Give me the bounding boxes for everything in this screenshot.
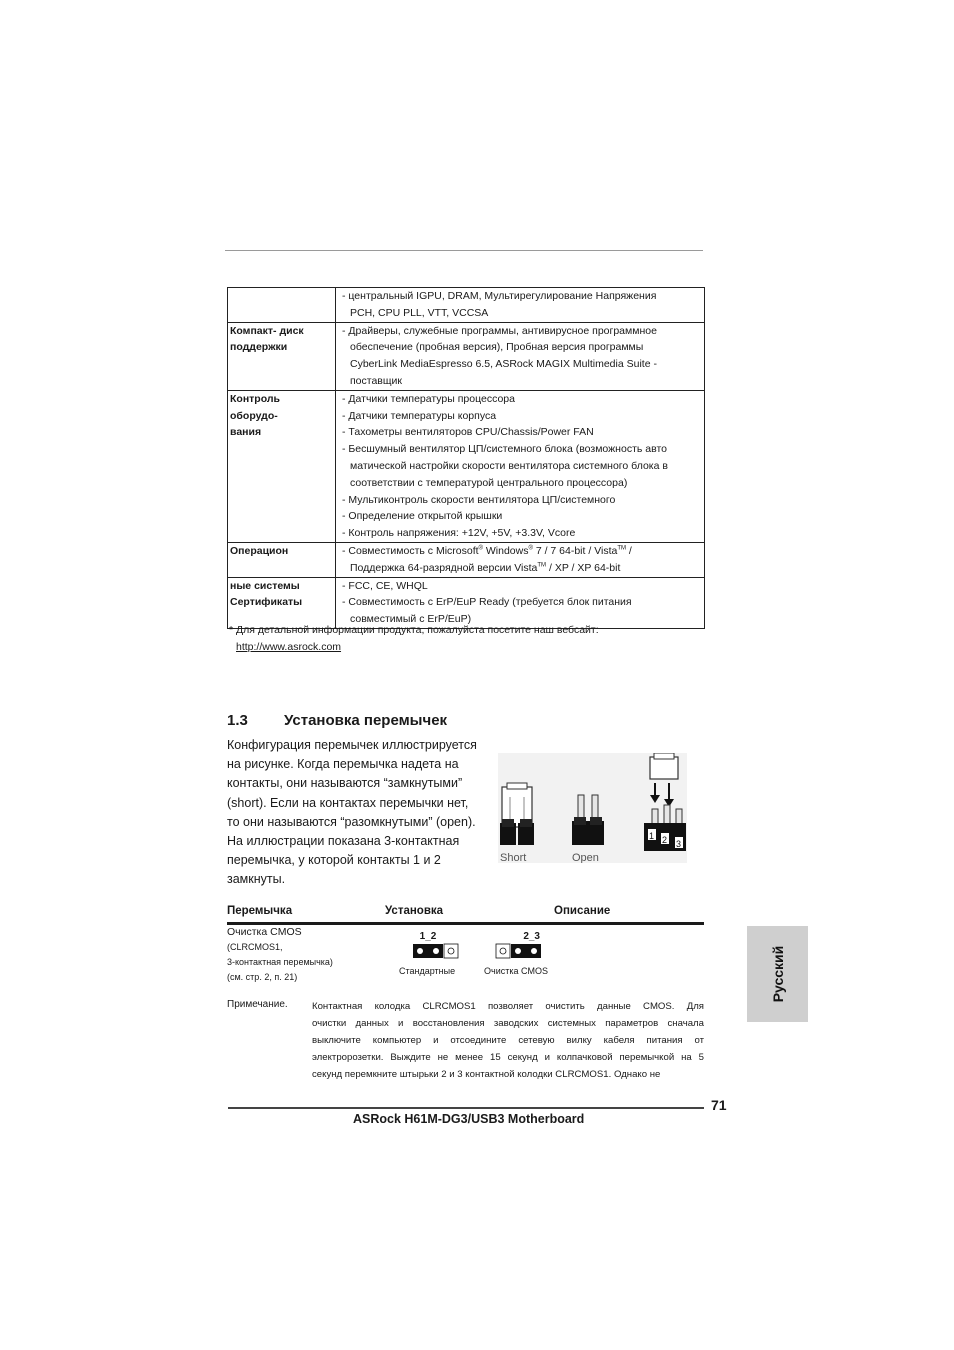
spec-line: - Совместимость с Microsoft® Windows® 7 / 7 64-bit / Vista™ / — [342, 544, 632, 557]
label-line: ные системы — [230, 579, 300, 592]
clear-cmos-description: Очистка CMOS (CLRCMOS1, 3-контактная перемычка) (см. стр. 2, п. 21) — [227, 926, 333, 982]
table-row — [228, 322, 705, 390]
spec-line: PCH, CPU PLL, VTT, VCCSA — [350, 306, 489, 319]
column-header-setting: Установка — [385, 905, 444, 917]
table-row — [228, 288, 705, 323]
footer-title: ASRock H61M-DG3/USB3 Motherboard — [353, 1112, 585, 1126]
spec-line: - Драйверы, служебные программы, антивирусное программное — [342, 324, 657, 337]
row-label — [228, 577, 336, 628]
spec-line: CyberLink MediaEspresso 6.5, ASRock MAGIX Multimedia Suite - — [350, 358, 657, 371]
column-header-jumper: Перемычка — [227, 905, 293, 917]
header-rule — [225, 250, 703, 251]
row-label — [228, 390, 336, 542]
pin-number: 3 — [676, 839, 682, 849]
table-row — [228, 390, 705, 542]
setting-clear-cmos — [494, 931, 554, 960]
label-line: оборудо- — [230, 409, 278, 422]
website-link[interactable]: http://www.asrock.com — [236, 641, 342, 653]
pin-1-2-icon — [401, 942, 461, 960]
row-value — [336, 322, 705, 390]
spec-line: обеспечение (пробная версия), Пробная версия программы — [350, 341, 644, 354]
label-line: Сертификаты — [230, 596, 303, 609]
label-line: поддержки — [230, 341, 288, 354]
setting-clear-cmos-caption: Очистка CMOS — [484, 966, 548, 976]
spec-line: Поддержка 64-разрядной версии Vista™ / XP / XP 64-bit — [350, 561, 621, 574]
spec-line: соответствии с температурой центрального процессора) — [350, 476, 628, 489]
setting-pins-label: 2_3 — [523, 931, 540, 942]
pin-number: 1 — [649, 831, 655, 841]
pin-number: 2 — [662, 835, 668, 845]
jumper-name: Очистка CMOS — [227, 926, 302, 938]
spec-line: - Мультиконтроль скорости вентилятора ЦП/системного — [342, 493, 616, 506]
intro-paragraph: Конфигурация перемычек иллюстрируется на рисунке. Когда перемычка надета на контакты, они называются “замкнутыми” (short). Если на контактах перемычки нет, то они называются “разомкнутыми” (open). На иллюстрации показана 3-контактная перемычка, у которой контакты 1 и 2 замкнуты. — [227, 738, 477, 887]
section-title: Установка перемычек — [284, 712, 448, 729]
row-value — [336, 288, 705, 323]
setting-default — [401, 931, 461, 960]
jumper-diagram — [498, 753, 687, 863]
spec-line: - Бесшумный вентилятор ЦП/системного блока (возможность авто — [342, 443, 667, 456]
footer-rule — [228, 1107, 704, 1109]
page-number: 71 — [711, 1097, 727, 1113]
short-jumper-figure — [500, 783, 534, 845]
row-value — [336, 542, 705, 577]
spec-line: - Датчики температуры процессора — [342, 392, 515, 405]
spec-line: - Определение открытой крышки — [342, 510, 503, 523]
table-row — [228, 542, 705, 577]
label-line: Операцион — [230, 544, 289, 557]
row-label — [228, 288, 336, 323]
setting-pins-label: 1_2 — [419, 931, 437, 942]
spec-line: - Тахометры вентиляторов CPU/Chassis/Power FAN — [342, 426, 594, 439]
spec-line: совместимый с ErP/EuP) — [350, 613, 472, 626]
three-pin-figure — [644, 753, 686, 851]
spec-line: матической настройки скорости вентилятора системного блока в — [350, 459, 668, 472]
spec-line: - центральный IGPU, DRAM, Мультирегулирование Напряжения — [342, 290, 657, 302]
spec-line: - FCC, CE, WHQL — [342, 579, 428, 592]
jumper-illustration — [498, 753, 687, 863]
short-label: Short — [500, 852, 527, 863]
row-label — [228, 322, 336, 390]
language-tab-label: Русский — [769, 945, 786, 1003]
label-line: вания — [230, 426, 262, 439]
row-label — [228, 542, 336, 577]
row-value — [336, 577, 705, 628]
spec-line: - Контроль напряжения: +12V, +5V, +3.3V, Vcore — [342, 527, 576, 540]
language-tab — [747, 926, 808, 1022]
open-jumper-figure — [572, 795, 604, 845]
footnote-text: * Для детальной информации продукта, пожалуйста посетите наш вебсайт: — [229, 624, 599, 636]
open-label: Open — [572, 852, 599, 863]
label-line: Компакт- диск — [230, 324, 304, 337]
pin-2-3-icon — [494, 942, 554, 960]
note-text: Контактная колодка CLRCMOS1 позволяет очистить данные CMOS. Для очистки данных и восстановления заводских системных параметров сначала выключите компьютер и отсоедините сетевую вилку кабеля питания от электророзетки. Выждите не менее 15 секунд и колпачковой перемычкой на 5 секунд перемкните штырьки 2 и 3 контактной колодки CLRCMOS1. Однако не — [312, 1001, 704, 1080]
spec-line: поставщик — [350, 374, 402, 387]
column-header-description: Описание — [554, 905, 611, 917]
row-value — [336, 390, 705, 542]
spec-line: - Датчики температуры корпуса — [342, 409, 497, 422]
spec-table — [227, 287, 705, 629]
table-row — [228, 577, 705, 628]
spec-line: - Совместимость с ErP/EuP Ready (требуется блок питания — [342, 596, 632, 609]
note-label: Примечание. — [227, 999, 288, 1010]
setting-default-caption: Стандартные — [399, 966, 456, 976]
section-number: 1.3 — [227, 712, 248, 729]
label-line: Контроль — [230, 392, 280, 405]
footnote — [229, 622, 599, 656]
